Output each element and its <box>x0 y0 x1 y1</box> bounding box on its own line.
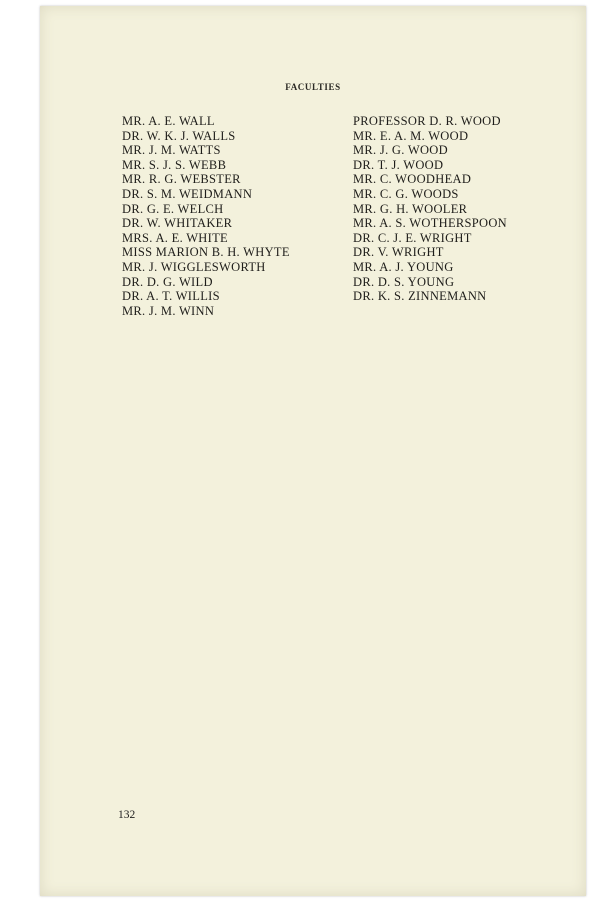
list-item: MR. E. A. M. WOOD <box>353 128 469 143</box>
list-item: MRS. A. E. WHITE <box>122 230 228 245</box>
list-item: MR. A. J. YOUNG <box>353 259 454 274</box>
list-item: DR. D. S. YOUNG <box>353 274 455 289</box>
list-item: MR. A. E. WALL <box>122 114 215 128</box>
list-item: DR. T. J. WOOD <box>353 157 444 172</box>
page-number: 132 <box>118 809 136 821</box>
list-item: MR. J. WIGGLESWORTH <box>122 259 266 274</box>
list-item: DR. S. M. WEIDMANN <box>122 186 253 201</box>
list-item: MR. R. G. WEBSTER <box>122 172 241 187</box>
list-item: DR. D. G. WILD <box>122 274 213 289</box>
list-item: MR. J. M. WINN <box>122 303 215 318</box>
left-name-column <box>122 114 290 318</box>
list-item: DR. V. WRIGHT <box>353 245 444 260</box>
list-item: DR. A. T. WILLIS <box>122 289 220 304</box>
right-name-column <box>353 114 507 304</box>
list-item: DR. C. J. E. WRIGHT <box>353 230 472 245</box>
list-item: MR. C. WOODHEAD <box>353 172 472 187</box>
list-item: DR. K. S. ZINNEMANN <box>353 289 487 304</box>
list-item: MR. A. S. WOTHERSPOON <box>353 216 508 231</box>
page-header: FACULTIES <box>285 82 341 92</box>
list-item: DR. W. WHITAKER <box>122 216 233 231</box>
list-item: MR. G. H. WOOLER <box>353 201 468 216</box>
list-item: MR. J. M. WATTS <box>122 143 221 158</box>
list-item: DR. G. E. WELCH <box>122 201 224 216</box>
list-item: DR. W. K. J. WALLS <box>122 128 236 143</box>
list-item: MISS MARION B. H. WHYTE <box>122 245 290 260</box>
list-item: MR. C. G. WOODS <box>353 186 459 201</box>
list-item: MR. S. J. S. WEBB <box>122 157 227 172</box>
document-page <box>40 6 586 896</box>
list-item: MR. J. G. WOOD <box>353 143 448 158</box>
list-item: PROFESSOR D. R. WOOD <box>353 114 501 128</box>
